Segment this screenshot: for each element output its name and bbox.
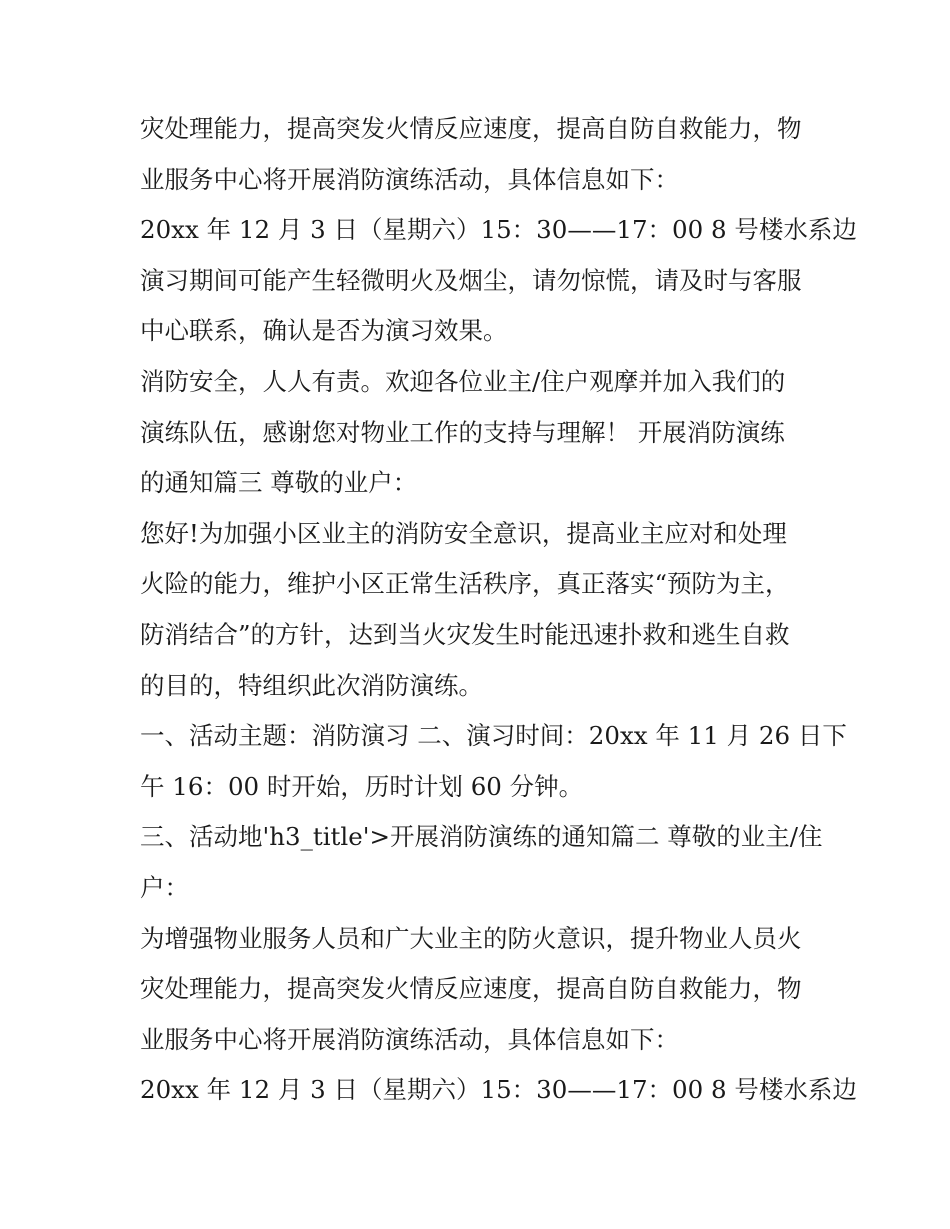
text-line: 一、活动主题：消防演习 二、演习时间：20xx 年 11 月 26 日下 <box>140 721 847 751</box>
text-line: 20xx 年 12 月 3 日（星期六）15：30——17：00 8 号楼水系边 <box>140 215 857 245</box>
text-line: 三、活动地'h3_title'>开展消防演练的通知篇二 尊敬的业主/住 <box>140 822 823 852</box>
text-line: 中心联系，确认是否为演习效果。 <box>140 316 508 346</box>
text-line: 20xx 年 12 月 3 日（星期六）15：30——17：00 8 号楼水系边 <box>140 1075 857 1105</box>
text-line: 户： <box>140 872 189 902</box>
document-body <box>140 104 857 1116</box>
text-line: 业服务中心将开展消防演练活动，具体信息如下： <box>140 1024 679 1054</box>
text-line: 您好!为加强小区业主的消防安全意识，提高业主应对和处理 <box>140 518 787 548</box>
text-line: 午 16：00 时开始，历时计划 60 分钟。 <box>140 771 584 801</box>
text-line: 火险的能力，维护小区正常生活秩序，真正落实“预防为主， <box>140 569 790 599</box>
text-line: 业服务中心将开展消防演练活动，具体信息如下： <box>140 164 679 194</box>
text-line: 灾处理能力，提高突发火情反应速度，提高自防自救能力，物 <box>140 974 802 1004</box>
text-line: 演习期间可能产生轻微明火及烟尘，请勿惊慌，请及时与客服 <box>140 265 802 295</box>
text-line: 防消结合”的方针，达到当火灾发生时能迅速扑救和逃生自救 <box>140 619 790 649</box>
text-line: 演练队伍，感谢您对物业工作的支持与理解！ 开展消防演练 <box>140 417 785 447</box>
text-line: 灾处理能力，提高突发火情反应速度，提高自防自救能力，物 <box>140 114 802 143</box>
text-line: 为增强物业服务人员和广大业主的防火意识，提升物业人员火 <box>140 923 802 953</box>
text-line: 的通知篇三 尊敬的业户： <box>140 468 418 498</box>
text-line: 的目的，特组织此次消防演练。 <box>140 670 483 700</box>
text-line: 消防安全，人人有责。欢迎各位业主/住户观摩并加入我们的 <box>140 366 786 396</box>
